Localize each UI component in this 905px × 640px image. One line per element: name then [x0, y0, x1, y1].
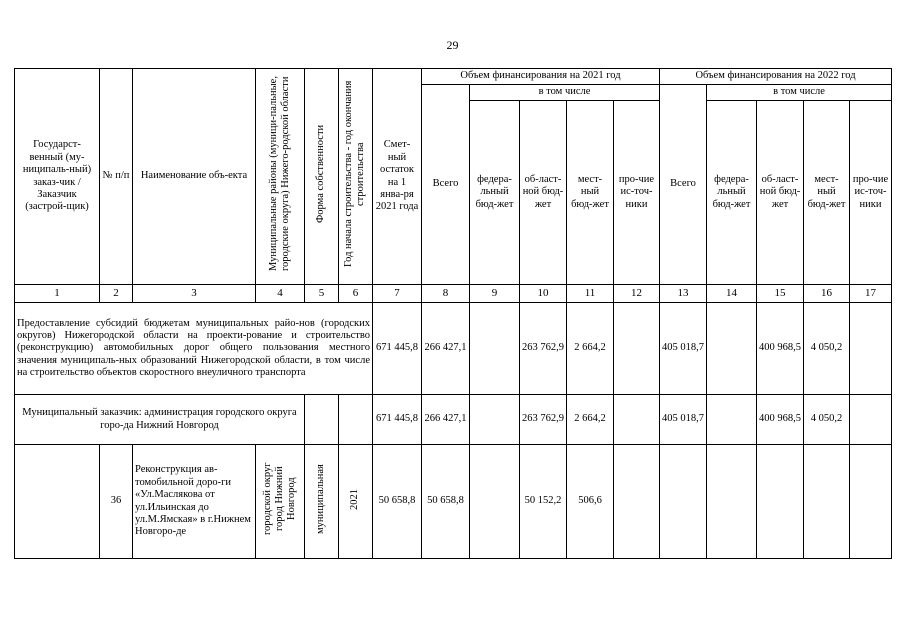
cell-2022-regional	[757, 445, 804, 559]
table-row	[15, 303, 892, 395]
column-number: 3	[133, 285, 256, 303]
cell-2021-regional: 263 762,9	[520, 303, 567, 395]
header-2022-federal: федера-льный бюд-жет	[707, 101, 757, 285]
column-number: 14	[707, 285, 757, 303]
cell-2021-federal	[470, 303, 520, 395]
header-2022-other: про-чие ис-точ-ники	[850, 101, 892, 285]
cell-2022-other	[850, 445, 892, 559]
header-2021-regional: об-ласт-ной бюд-жет	[520, 101, 567, 285]
cell-2021-local: 506,6	[567, 445, 614, 559]
cell-2021-regional: 50 152,2	[520, 445, 567, 559]
column-number: 8	[422, 285, 470, 303]
header-remaining: Смет-ный остаток на 1 янва-ря 2021 года	[373, 69, 422, 285]
page-number: 29	[446, 38, 459, 52]
cell-2022-other	[850, 395, 892, 445]
header-financing-2021: Объем финансирования на 2021 год	[422, 69, 660, 85]
cell-2021-other	[614, 303, 660, 395]
cell-2022-local: 4 050,2	[804, 303, 850, 395]
column-number: 13	[660, 285, 707, 303]
municipal-customer: Муниципальный заказчик: администрация городского округа горо-да Нижний Новгород	[15, 395, 305, 445]
cell-2022-other	[850, 303, 892, 395]
cell-2021-other	[614, 445, 660, 559]
cell-ownership: муниципальная	[305, 445, 339, 559]
column-number: 11	[567, 285, 614, 303]
cell-ownership	[305, 395, 339, 445]
column-number: 4	[256, 285, 305, 303]
header-2021-federal: федера-льный бюд-жет	[470, 101, 520, 285]
table-row	[15, 445, 892, 559]
cell-2021-local: 2 664,2	[567, 303, 614, 395]
header-2021-other: про-чие ис-точ-ники	[614, 101, 660, 285]
column-number: 9	[470, 285, 520, 303]
cell-years	[339, 395, 373, 445]
cell-customer	[15, 445, 100, 559]
header-financing-2022: Объем финансирования на 2022 год	[660, 69, 892, 85]
header-2021-including: в том числе	[470, 85, 660, 101]
cell-2022-regional: 400 968,5	[757, 395, 804, 445]
column-number: 1	[15, 285, 100, 303]
column-numbers-row	[15, 285, 892, 303]
header-2021-total: Всего	[422, 85, 470, 285]
header-2022-local: мест-ный бюд-жет	[804, 101, 850, 285]
cell-2021-federal	[470, 445, 520, 559]
header-2021-local: мест-ный бюд-жет	[567, 101, 614, 285]
cell-2021-other	[614, 395, 660, 445]
header-years: Год начала строительства - год окончания строительства	[339, 69, 373, 285]
cell-municipality: городской округ город Нижний Новгород	[256, 445, 305, 559]
cell-2022-federal	[707, 445, 757, 559]
cell-2022-total	[660, 445, 707, 559]
header-object-name: Наименование объ-екта	[133, 69, 256, 285]
cell-2021-total: 50 658,8	[422, 445, 470, 559]
cell-2022-total: 405 018,7	[660, 303, 707, 395]
header-2022-regional: об-ласт-ной бюд-жет	[757, 101, 804, 285]
cell-remaining: 50 658,8	[373, 445, 422, 559]
header-number: № п/п	[100, 69, 133, 285]
cell-2022-regional: 400 968,5	[757, 303, 804, 395]
program-description: Предоставление субсидий бюджетам муниципальных райо-нов (городских округов) Нижегородской области на проекти-рование и строительство (реконструкцию) автомобильных дорог общего пользования местного значения муниципаль-ных образований Нижегородской области, в том числе на строительство объектов скоростного внеуличного транспорта	[15, 303, 373, 395]
cell-2022-local: 4 050,2	[804, 395, 850, 445]
column-number: 15	[757, 285, 804, 303]
header-ownership: Форма собственности	[305, 69, 339, 285]
cell-2021-federal	[470, 395, 520, 445]
column-number: 6	[339, 285, 373, 303]
cell-years: 2021	[339, 445, 373, 559]
cell-2022-local	[804, 445, 850, 559]
column-number: 7	[373, 285, 422, 303]
cell-2021-total: 266 427,1	[422, 303, 470, 395]
column-number: 12	[614, 285, 660, 303]
cell-2021-local: 2 664,2	[567, 395, 614, 445]
cell-number: 36	[100, 445, 133, 559]
cell-remaining: 671 445,8	[373, 395, 422, 445]
header-2022-total: Всего	[660, 85, 707, 285]
cell-remaining: 671 445,8	[373, 303, 422, 395]
cell-2022-federal	[707, 303, 757, 395]
table-row	[15, 395, 892, 445]
cell-2021-regional: 263 762,9	[520, 395, 567, 445]
financing-table	[14, 68, 892, 559]
cell-object-name: Реконструкция ав-томобильной доро-ги «Ул.Маслякова от ул.Ильинская до ул.М.Ямская» в г.Нижнем Новгоро-де	[133, 445, 256, 559]
column-number: 5	[305, 285, 339, 303]
column-number: 17	[850, 285, 892, 303]
header-municipality: Муниципальные районы (муници-пальные, городские округа) Нижего-родской области	[256, 69, 305, 285]
cell-2022-total: 405 018,7	[660, 395, 707, 445]
cell-2022-federal	[707, 395, 757, 445]
column-number: 16	[804, 285, 850, 303]
header-2022-including: в том числе	[707, 85, 892, 101]
column-number: 2	[100, 285, 133, 303]
header-customer: Государст-венный (му-ниципаль-ный) заказ-чик / Заказчик (застрой-щик)	[15, 69, 100, 285]
cell-2021-total: 266 427,1	[422, 395, 470, 445]
column-number: 10	[520, 285, 567, 303]
